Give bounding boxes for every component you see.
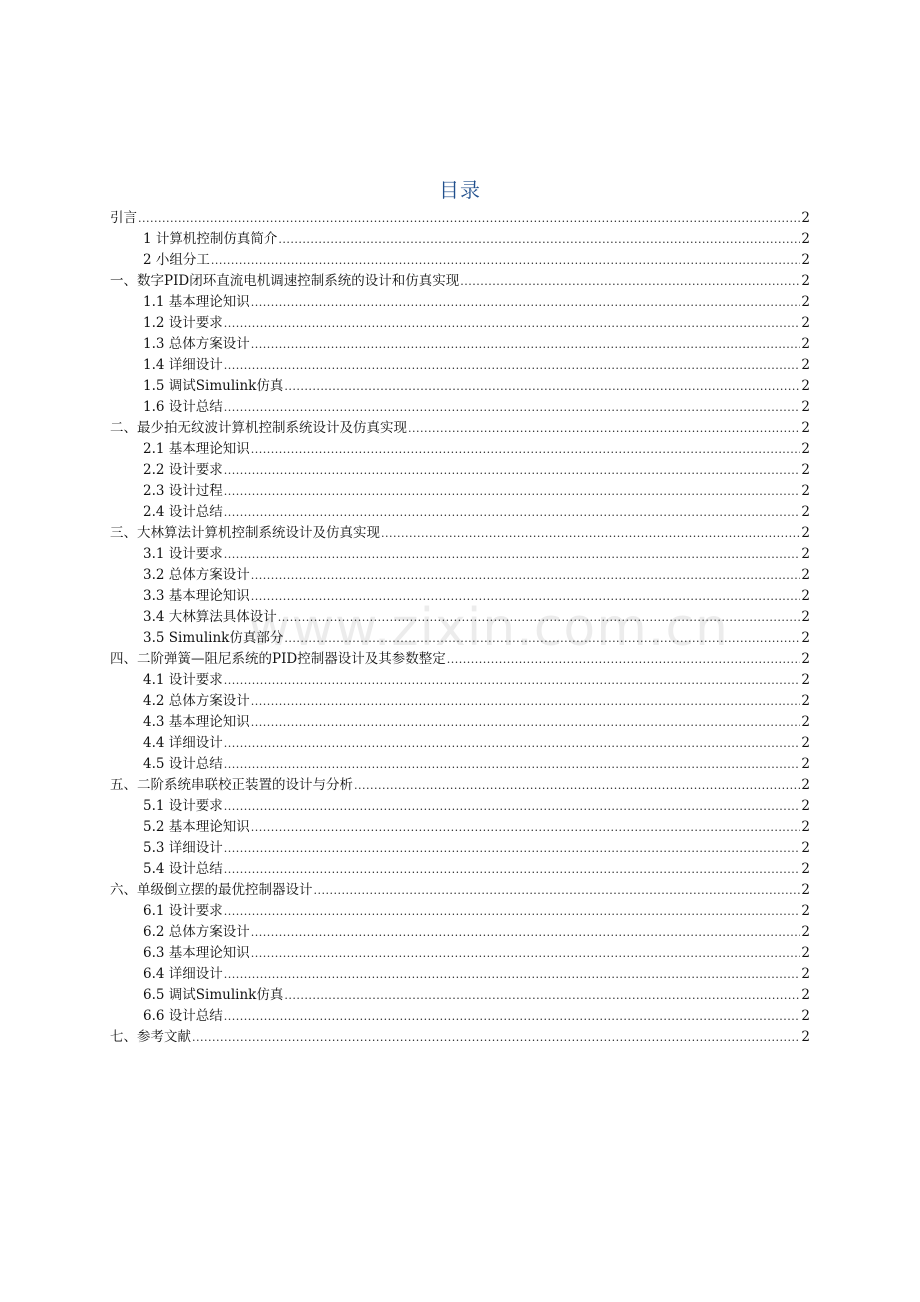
toc-entry[interactable] [110, 292, 810, 313]
toc-entry-label: 六、单级倒立摆的最优控制器设计 [110, 882, 313, 898]
toc-entry[interactable] [110, 397, 810, 418]
toc-entry[interactable] [110, 250, 810, 271]
toc-dot-leader [224, 313, 801, 334]
toc-page-number: 2 [801, 756, 810, 772]
toc-page-number: 2 [801, 504, 810, 520]
toc-entry-label: 5.2 基本理论知识 [143, 819, 250, 835]
toc-entry-label: 3.2 总体方案设计 [143, 567, 250, 583]
toc-page-number: 2 [801, 798, 810, 814]
toc-entry[interactable] [110, 922, 810, 943]
toc-entry[interactable] [110, 670, 810, 691]
toc-page-number: 2 [801, 420, 810, 436]
toc-page-number: 2 [801, 882, 810, 898]
toc-entry-label: 1.6 设计总结 [143, 399, 223, 415]
toc-page-number: 2 [801, 630, 810, 646]
toc-page-number: 2 [801, 651, 810, 667]
toc-dot-leader [224, 964, 801, 985]
toc-entry[interactable] [110, 943, 810, 964]
toc-page-number: 2 [801, 378, 810, 394]
toc-entry[interactable] [110, 796, 810, 817]
toc-dot-leader [251, 292, 801, 313]
toc-dot-leader [278, 229, 800, 250]
toc-entry-label: 1.4 详细设计 [143, 357, 223, 373]
toc-page-number: 2 [801, 315, 810, 331]
toc-entry-label: 二、最少拍无纹波计算机控制系统设计及仿真实现 [110, 420, 407, 436]
toc-entry-label: 4.2 总体方案设计 [143, 693, 250, 709]
toc-page-number: 2 [801, 273, 810, 289]
toc-page-number: 2 [801, 336, 810, 352]
toc-page-number: 2 [801, 777, 810, 793]
toc-dot-leader [224, 544, 801, 565]
toc-entry-label: 4.3 基本理论知识 [143, 714, 250, 730]
toc-page-number: 2 [801, 441, 810, 457]
toc-dot-leader [224, 481, 801, 502]
toc-entry-label: 2.1 基本理论知识 [143, 441, 250, 457]
toc-entry-label: 5.4 设计总结 [143, 861, 223, 877]
toc-dot-leader [224, 796, 801, 817]
toc-dot-leader [460, 271, 800, 292]
toc-entry[interactable] [110, 859, 810, 880]
toc-entry[interactable] [110, 586, 810, 607]
toc-entry[interactable] [110, 712, 810, 733]
toc-dot-leader [224, 754, 801, 775]
watermark: www.zixin.com.cn [248, 598, 729, 658]
toc-entry-label: 1.3 总体方案设计 [143, 336, 250, 352]
toc-entry[interactable] [110, 208, 810, 229]
toc-entry-label: 1 计算机控制仿真简介 [143, 231, 278, 247]
toc-dot-leader [224, 670, 801, 691]
toc-entry-label: 6.3 基本理论知识 [143, 945, 250, 961]
toc-dot-leader [224, 838, 801, 859]
toc-page-number: 2 [801, 924, 810, 940]
toc-page-number: 2 [801, 210, 810, 226]
toc-entry-label: 2 小组分工 [143, 252, 210, 268]
toc-entry[interactable] [110, 649, 810, 670]
toc-entry-label: 6.5 调试Simulink仿真 [143, 987, 284, 1003]
toc-entry-label: 2.2 设计要求 [143, 462, 223, 478]
toc-entry-label: 6.1 设计要求 [143, 903, 223, 919]
toc-entry-label: 5.1 设计要求 [143, 798, 223, 814]
toc-dot-leader [314, 880, 801, 901]
toc-entry-label: 5.3 详细设计 [143, 840, 223, 856]
toc-dot-leader [192, 1027, 800, 1048]
toc-entry[interactable] [110, 523, 810, 544]
toc-entry-label: 3.1 设计要求 [143, 546, 223, 562]
toc-entry[interactable] [110, 775, 810, 796]
toc-dot-leader [251, 439, 801, 460]
toc-dot-leader [138, 208, 800, 229]
toc-page-number: 2 [801, 1029, 810, 1045]
toc-dot-leader [251, 691, 801, 712]
toc-page-number: 2 [801, 735, 810, 751]
toc-page-number: 2 [801, 525, 810, 541]
toc-title: 目录 [439, 178, 481, 202]
toc-page-number: 2 [801, 231, 810, 247]
toc-page-number: 2 [801, 966, 810, 982]
toc-entry[interactable] [110, 313, 810, 334]
toc-dot-leader [224, 397, 801, 418]
toc-entry-label: 1.1 基本理论知识 [143, 294, 250, 310]
toc-dot-leader [447, 649, 801, 670]
toc-dot-leader [278, 607, 801, 628]
toc-dot-leader [284, 985, 800, 1006]
toc-entry-label: 一、数字PID闭环直流电机调速控制系统的设计和仿真实现 [110, 273, 460, 289]
toc-page-number: 2 [801, 357, 810, 373]
toc-dot-leader [354, 775, 800, 796]
toc-entry-label: 1.5 调试Simulink仿真 [143, 378, 284, 394]
toc-dot-leader [251, 922, 801, 943]
toc-entry[interactable] [110, 355, 810, 376]
toc-dot-leader [224, 460, 801, 481]
toc-entry[interactable] [110, 754, 810, 775]
toc-dot-leader [224, 901, 801, 922]
toc-page-number: 2 [801, 903, 810, 919]
toc-page-number: 2 [801, 672, 810, 688]
toc-entry[interactable] [110, 481, 810, 502]
toc-entry-label: 2.4 设计总结 [143, 504, 223, 520]
toc-page-number: 2 [801, 567, 810, 583]
toc-dot-leader [211, 250, 801, 271]
toc-page-number: 2 [801, 819, 810, 835]
toc-entry-label: 七、参考文献 [110, 1029, 191, 1045]
toc-dot-leader [251, 586, 801, 607]
toc-entry-label: 引言 [110, 210, 137, 226]
toc-entry[interactable] [110, 838, 810, 859]
toc-dot-leader [251, 817, 801, 838]
toc-page-number: 2 [801, 714, 810, 730]
toc-entry[interactable] [110, 502, 810, 523]
toc-entry-label: 3.4 大林算法具体设计 [143, 609, 277, 625]
toc-entry-label: 4.1 设计要求 [143, 672, 223, 688]
toc-dot-leader [284, 376, 800, 397]
toc-entry[interactable] [110, 985, 810, 1006]
toc-entry[interactable] [110, 376, 810, 397]
toc-dot-leader [224, 859, 801, 880]
toc-dot-leader [224, 355, 801, 376]
toc-entry[interactable] [110, 628, 810, 649]
toc-entry-label: 2.3 设计过程 [143, 483, 223, 499]
toc-page-number: 2 [801, 609, 810, 625]
toc-dot-leader [251, 943, 801, 964]
toc-entry[interactable] [110, 901, 810, 922]
toc-entry-label: 6.4 详细设计 [143, 966, 223, 982]
toc-page-number: 2 [801, 693, 810, 709]
toc-entry[interactable] [110, 880, 810, 901]
toc-page-number: 2 [801, 483, 810, 499]
toc-entry[interactable] [110, 418, 810, 439]
toc-entry-label: 6.6 设计总结 [143, 1008, 223, 1024]
toc-dot-leader [251, 565, 801, 586]
toc-page-number: 2 [801, 987, 810, 1003]
toc-dot-leader [381, 523, 800, 544]
toc-entry-label: 3.5 Simulink仿真部分 [143, 630, 284, 646]
toc-page-number: 2 [801, 399, 810, 415]
toc-entry-label: 4.5 设计总结 [143, 756, 223, 772]
toc-dot-leader [251, 334, 801, 355]
toc-dot-leader [224, 502, 801, 523]
toc-page-number: 2 [801, 840, 810, 856]
toc-entry-label: 五、二阶系统串联校正装置的设计与分析 [110, 777, 353, 793]
toc-dot-leader [251, 712, 801, 733]
toc-page-number: 2 [801, 462, 810, 478]
toc-entry-label: 四、二阶弹簧—阻尼系统的PID控制器设计及其参数整定 [110, 651, 446, 667]
toc-entry[interactable] [110, 334, 810, 355]
toc-page-number: 2 [801, 861, 810, 877]
toc-entry[interactable] [110, 607, 810, 628]
toc-entry[interactable] [110, 229, 810, 250]
toc-entry-label: 4.4 详细设计 [143, 735, 223, 751]
toc-page-number: 2 [801, 252, 810, 268]
toc-entry[interactable] [110, 460, 810, 481]
toc-page-number: 2 [801, 1008, 810, 1024]
toc-entry-label: 6.2 总体方案设计 [143, 924, 250, 940]
toc-dot-leader [224, 733, 801, 754]
toc-dot-leader [284, 628, 800, 649]
toc-page-number: 2 [801, 945, 810, 961]
toc-entry[interactable] [110, 964, 810, 985]
toc-dot-leader [224, 1006, 801, 1027]
toc-entry-label: 三、大林算法计算机控制系统设计及仿真实现 [110, 525, 380, 541]
toc-entry[interactable] [110, 1006, 810, 1027]
toc-entry-label: 1.2 设计要求 [143, 315, 223, 331]
toc-entry[interactable] [110, 733, 810, 754]
toc-entry[interactable] [110, 544, 810, 565]
toc-page-number: 2 [801, 546, 810, 562]
toc-entry[interactable] [110, 691, 810, 712]
toc-page-number: 2 [801, 588, 810, 604]
toc-page-number: 2 [801, 294, 810, 310]
table-of-contents [110, 208, 810, 1048]
toc-entry[interactable] [110, 1027, 810, 1048]
toc-dot-leader [408, 418, 800, 439]
toc-entry[interactable] [110, 565, 810, 586]
toc-entry[interactable] [110, 271, 810, 292]
toc-entry[interactable] [110, 439, 810, 460]
toc-entry-label: 3.3 基本理论知识 [143, 588, 250, 604]
toc-entry[interactable] [110, 817, 810, 838]
